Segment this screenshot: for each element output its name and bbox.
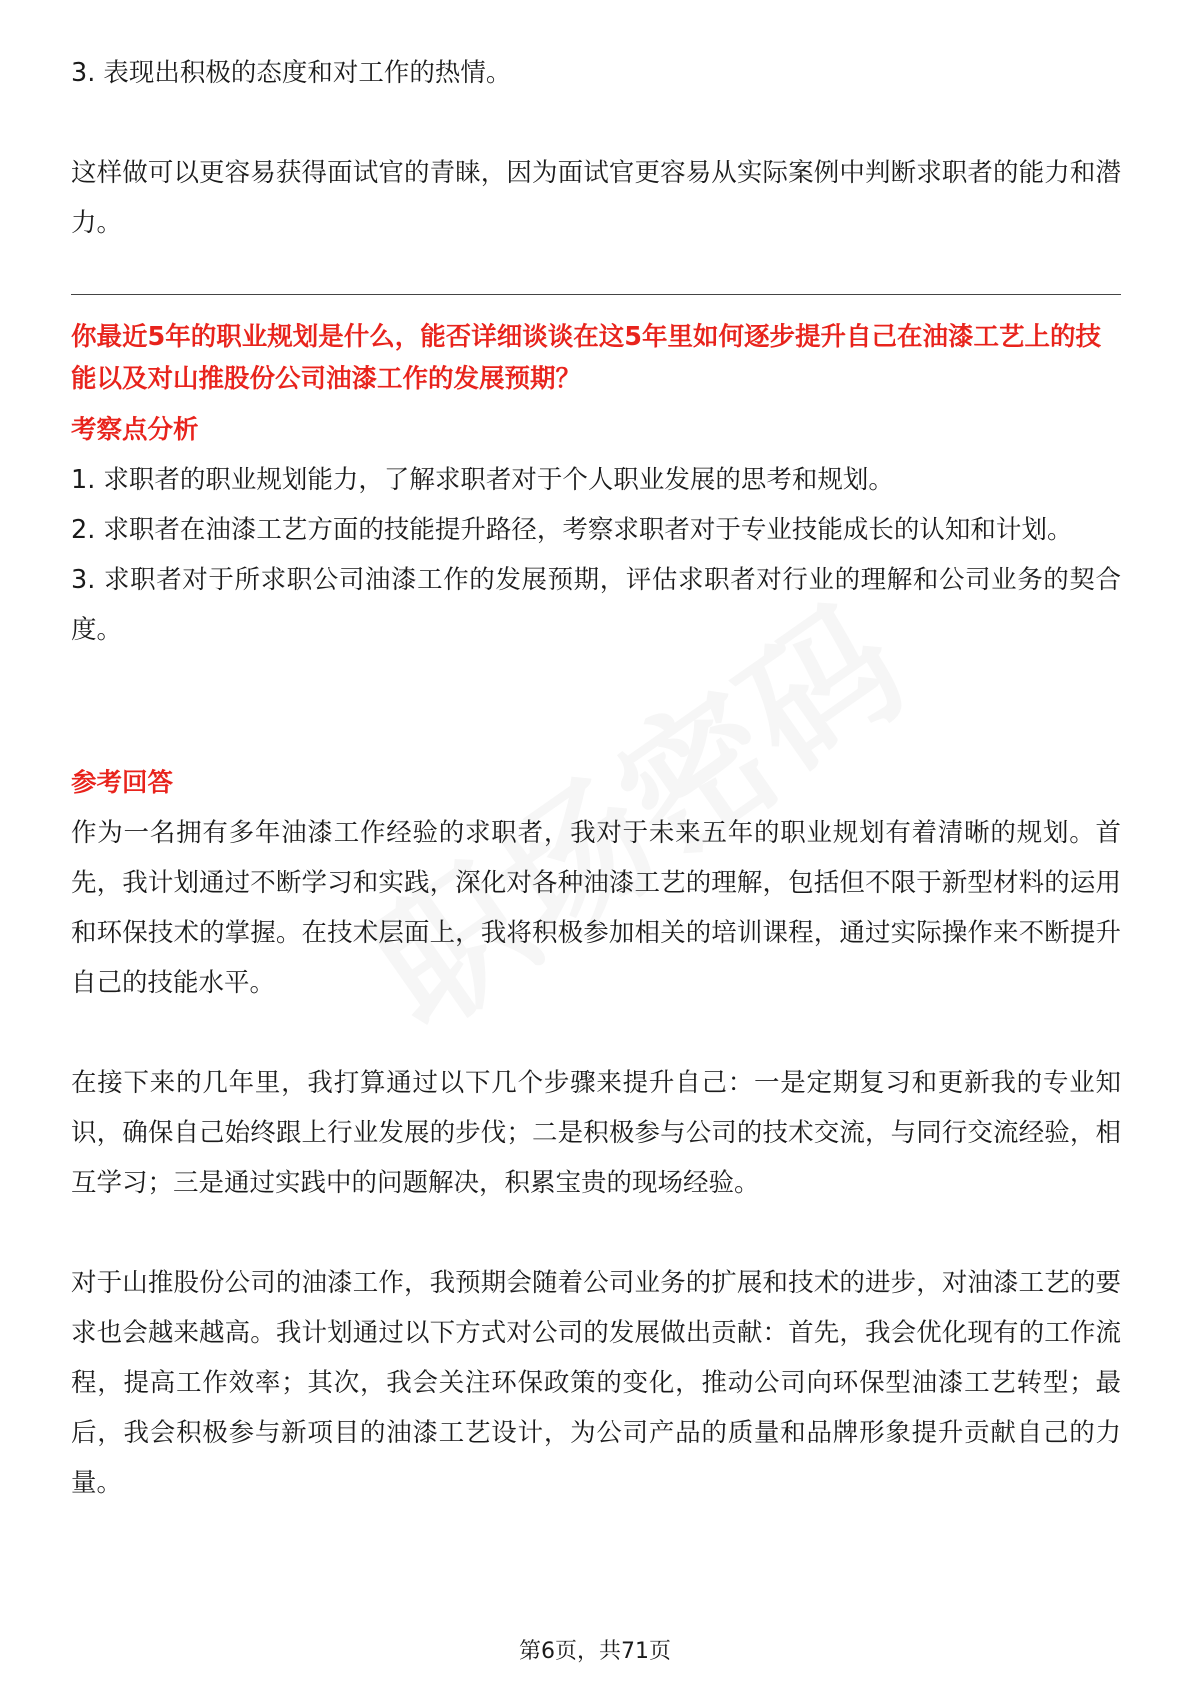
answer-title: 参考回答 (71, 768, 174, 798)
analysis-section (71, 405, 1121, 655)
top-section (71, 0, 1121, 248)
answer-paragraph: 在接下来的几年里，我打算通过以下几个步骤来提升自己：一是定期复习和更新我的专业知识，确保自己始终跟上行业发展的步伐；二是积极参与公司的技术交流，与同行交流经验，相互学习；三是通过实践中的问题解决，积累宝贵的现场经验。 (71, 1068, 1121, 1198)
question-heading: 你最近5年的职业规划是什么，能否详细谈谈在这5年里如何逐步提升自己在油漆工艺上的技能以及对山推股份公司油漆工作的发展预期？ (71, 322, 1101, 394)
list-item: 3. 表现出积极的态度和对工作的热情。 (71, 58, 512, 88)
list-item: 2. 求职者在油漆工艺方面的技能提升路径，考察求职者对于专业技能成长的认知和计划。 (71, 515, 1073, 545)
section-divider (71, 294, 1121, 295)
answer-paragraph: 作为一名拥有多年油漆工作经验的求职者，我对于未来五年的职业规划有着清晰的规划。首先，我计划通过不断学习和实践，深化对各种油漆工艺的理解，包括但不限于新型材料的运用和环保技术的掌握。在技术层面上，我将积极参加相关的培训课程，通过实际操作来不断提升自己的技能水平。 (71, 818, 1121, 998)
answer-section (71, 758, 1121, 1508)
answer-paragraph: 对于山推股份公司的油漆工作，我预期会随着公司业务的扩展和技术的进步，对油漆工艺的要求也会越来越高。我计划通过以下方式对公司的发展做出贡献：首先，我会优化现有的工作流程，提高工作效率；其次，我会关注环保政策的变化，推动公司向环保型油漆工艺转型；最后，我会积极参与新项目的油漆工艺设计，为公司产品的质量和品牌形象提升贡献自己的力量。 (71, 1268, 1121, 1498)
analysis-title: 考察点分析 (71, 415, 199, 445)
page-number: 第6页，共71页 (519, 1639, 671, 1664)
list-item: 1. 求职者的职业规划能力，了解求职者对于个人职业发展的思考和规划。 (71, 465, 894, 495)
list-item: 3. 求职者对于所求职公司油漆工作的发展预期，评估求职者对行业的理解和公司业务的契合度。 (71, 565, 1121, 645)
conclusion-paragraph: 这样做可以更容易获得面试官的青睐，因为面试官更容易从实际案例中判断求职者的能力和潜力。 (71, 158, 1121, 238)
